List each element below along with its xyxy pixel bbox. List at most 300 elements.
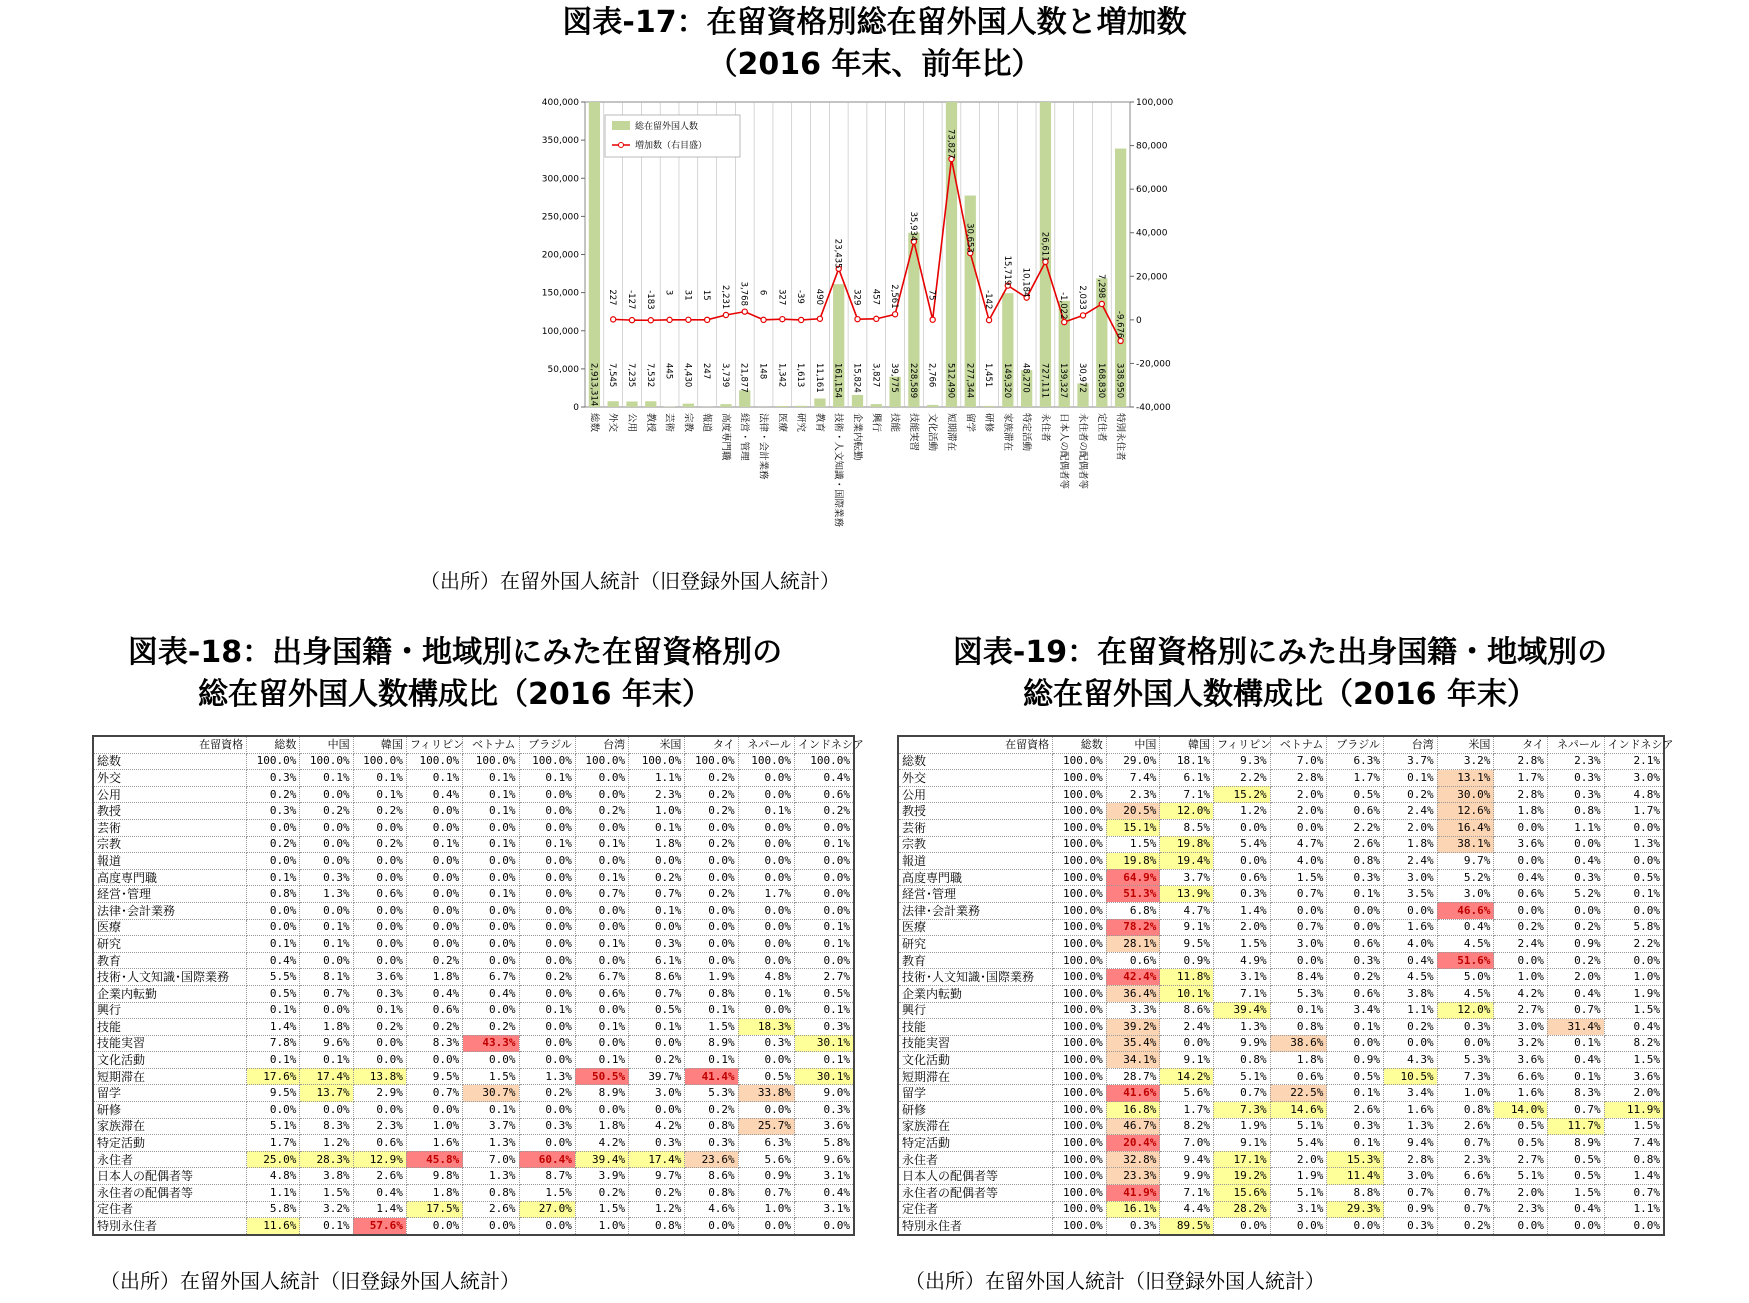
line-value-label: 3 — [663, 289, 674, 296]
table-cell: 2.3% — [1106, 786, 1160, 803]
table-cell: 1.1% — [1547, 819, 1604, 836]
table-cell: 34.1% — [1106, 1052, 1160, 1069]
table-header-cell: 在留資格 — [93, 736, 247, 753]
table-cell: 1.8% — [629, 836, 685, 853]
table-row — [93, 786, 854, 803]
table-cell: 100.0% — [1053, 902, 1107, 919]
table-cell: 0.2% — [685, 770, 738, 787]
table-cell: 1.4% — [1604, 1168, 1664, 1185]
table-cell: 0.3% — [795, 1019, 854, 1036]
category-label: 教育 — [813, 413, 825, 433]
table-cell: 2.0% — [1494, 1185, 1548, 1202]
bar-value-label: 139,327 — [1058, 363, 1069, 399]
table-cell: 2.7% — [1494, 1151, 1548, 1168]
table-cell: 0.0% — [300, 1102, 353, 1119]
category-label: 総数 — [588, 413, 600, 433]
table-cell: 5.3% — [1437, 1052, 1494, 1069]
table-cell: 5.6% — [1160, 1085, 1214, 1102]
table-cell: 1.6% — [1384, 1102, 1438, 1119]
bar-value-label: 727,111 — [1039, 363, 1050, 399]
category-label: 法律・会計業務 — [757, 413, 769, 480]
table-cell: 0.0% — [738, 1218, 794, 1235]
line-value-label: 457 — [870, 288, 881, 306]
table-cell: 0.0% — [519, 853, 575, 870]
table-cell: 0.5% — [1327, 1068, 1384, 1085]
table-cell: 100.0% — [1053, 886, 1107, 903]
chart-figure-17 — [540, 90, 1174, 550]
table-cell: 100.0% — [1053, 919, 1107, 936]
bar-value-label: 1,342 — [776, 363, 787, 388]
table-row — [93, 1002, 854, 1019]
table-cell: 0.4% — [1437, 919, 1494, 936]
table-cell: 0.0% — [1604, 853, 1664, 870]
table-cell: 4.7% — [1160, 902, 1214, 919]
table-header-cell: 米国 — [1437, 736, 1494, 753]
table-cell: 0.3% — [1547, 869, 1604, 886]
figure-18-title-line2: 総在留外国人数構成比（2016 年末） — [198, 677, 712, 712]
table-cell: 19.2% — [1213, 1168, 1270, 1185]
table-row — [93, 1218, 854, 1235]
table-cell: 100.0% — [1053, 1185, 1107, 1202]
category-label: 研修 — [983, 413, 995, 433]
table-cell: 5.2% — [1437, 869, 1494, 886]
table-cell: 0.1% — [685, 1002, 738, 1019]
table-cell: 2.0% — [1270, 1151, 1327, 1168]
table-cell: 1.5% — [1213, 936, 1270, 953]
table-cell: 0.0% — [300, 836, 353, 853]
table-cell: 5.1% — [1213, 1068, 1270, 1085]
table-cell: 0.7% — [1384, 1185, 1438, 1202]
table-cell: 1.5% — [1604, 1052, 1664, 1069]
table-figure-18 — [92, 735, 864, 1236]
bar-value-label: 148 — [757, 363, 768, 380]
table-cell: 0.3% — [738, 1035, 794, 1052]
table-cell: 0.8% — [1437, 1102, 1494, 1119]
table-cell: 0.0% — [1270, 819, 1327, 836]
table-cell: 4.8% — [247, 1168, 300, 1185]
row-label-cell: 報道 — [898, 853, 1053, 870]
table-cell: 0.2% — [629, 1052, 685, 1069]
table-cell: 1.4% — [353, 1201, 406, 1218]
line-value-label: 2,561 — [889, 284, 900, 309]
table-cell: 0.1% — [1547, 1035, 1604, 1052]
table-cell: 0.7% — [1270, 886, 1327, 903]
table-cell: 5.8% — [1604, 919, 1664, 936]
table-cell: 0.0% — [629, 1035, 685, 1052]
table-cell: 1.7% — [1160, 1102, 1214, 1119]
bar-value-label: 2,913,314 — [588, 363, 599, 407]
table-cell: 0.0% — [575, 853, 628, 870]
table-cell: 0.0% — [406, 803, 462, 820]
table-cell: 0.2% — [406, 952, 462, 969]
table-cell: 0.0% — [575, 952, 628, 969]
table-cell: 1.0% — [406, 1118, 462, 1135]
table-cell: 0.0% — [1270, 1218, 1327, 1235]
row-label-cell: 研究 — [898, 936, 1053, 953]
table-cell: 3.1% — [795, 1168, 854, 1185]
table-cell: 0.1% — [463, 786, 519, 803]
bar — [927, 405, 938, 407]
row-label-cell: 研究 — [93, 936, 247, 953]
table-header-cell: ネパール — [1547, 736, 1604, 753]
table-cell: 0.0% — [353, 819, 406, 836]
table-cell: 0.0% — [629, 1102, 685, 1119]
table-cell: 0.6% — [353, 886, 406, 903]
table-row — [93, 886, 854, 903]
table-cell: 1.7% — [1327, 770, 1384, 787]
table-cell: 51.3% — [1106, 886, 1160, 903]
table-cell: 2.8% — [1494, 786, 1548, 803]
table-cell: 0.0% — [685, 936, 738, 953]
row-label-cell: 高度専門職 — [898, 869, 1053, 886]
table-cell: 2.9% — [353, 1085, 406, 1102]
right-axis-tick-label: 60,000 — [1136, 185, 1168, 196]
table-cell: 8.7% — [519, 1168, 575, 1185]
table-cell: 0.5% — [1604, 869, 1664, 886]
row-label-cell: 短期滞在 — [898, 1068, 1053, 1085]
table-cell: 1.6% — [1494, 1085, 1548, 1102]
table-cell: 0.1% — [575, 1052, 628, 1069]
table-cell: 6.8% — [1106, 902, 1160, 919]
table-cell: 1.4% — [1213, 902, 1270, 919]
line-point — [1099, 301, 1104, 306]
table-cell: 0.0% — [519, 819, 575, 836]
row-label-cell: 技術･人文知識･国際業務 — [93, 969, 247, 986]
table-cell: 17.4% — [300, 1068, 353, 1085]
category-label: 興行 — [870, 413, 882, 433]
table-row — [898, 853, 1664, 870]
table-header-cell: ネパール — [738, 736, 794, 753]
table-cell: 0.1% — [1327, 1135, 1384, 1152]
table-cell: 4.3% — [1384, 1052, 1438, 1069]
table-cell: 2.7% — [1494, 1002, 1548, 1019]
table-cell: 0.6% — [1327, 803, 1384, 820]
table-cell: 5.8% — [247, 1201, 300, 1218]
table-cell: 9.5% — [247, 1085, 300, 1102]
table-cell: 1.5% — [1547, 1185, 1604, 1202]
bar — [871, 404, 882, 407]
table-cell: 1.7% — [247, 1135, 300, 1152]
table-cell: 2.8% — [1494, 753, 1548, 770]
table-cell: 0.0% — [795, 902, 854, 919]
legend-bar-swatch — [612, 121, 630, 130]
table-cell: 0.6% — [406, 1002, 462, 1019]
table-cell: 0.7% — [575, 886, 628, 903]
table-cell: 100.0% — [1053, 969, 1107, 986]
bar-value-label: 161,154 — [832, 363, 843, 399]
table-cell: 3.8% — [1384, 985, 1438, 1002]
table-cell: 0.0% — [353, 952, 406, 969]
right-axis-tick-label: 40,000 — [1136, 228, 1168, 239]
table-cell: 6.3% — [738, 1135, 794, 1152]
table-cell: 0.3% — [353, 985, 406, 1002]
table-cell: 8.9% — [1547, 1135, 1604, 1152]
table-cell: 29.3% — [1327, 1201, 1384, 1218]
category-label: 公用 — [625, 413, 637, 433]
table-cell: 0.3% — [1437, 1019, 1494, 1036]
line-value-label: 35,934 — [907, 211, 918, 242]
line-value-label: 3,768 — [738, 281, 749, 306]
table-cell: 30.0% — [1437, 786, 1494, 803]
table-cell: 0.5% — [795, 985, 854, 1002]
table-cell: 8.9% — [575, 1085, 628, 1102]
table-cell: 0.0% — [300, 786, 353, 803]
table-cell: 0.1% — [685, 1052, 738, 1069]
table-cell: 0.0% — [575, 919, 628, 936]
table-cell: 8.2% — [1160, 1118, 1214, 1135]
legend — [605, 115, 740, 157]
table-cell: 0.1% — [575, 936, 628, 953]
table-cell: 0.0% — [1384, 902, 1438, 919]
table-cell: 0.8% — [463, 1185, 519, 1202]
row-label-cell: 家族滞在 — [93, 1118, 247, 1135]
table-cell: 1.4% — [247, 1019, 300, 1036]
table-cell: 6.7% — [463, 969, 519, 986]
table-cell: 0.0% — [1604, 1218, 1664, 1235]
table-cell: 1.0% — [1604, 969, 1664, 986]
table-header-cell: インドネシア — [795, 736, 854, 753]
left-axis-tick-label: 250,000 — [541, 212, 579, 223]
table-cell: 0.8% — [685, 1118, 738, 1135]
table-row — [93, 770, 854, 787]
table-cell: 0.0% — [575, 902, 628, 919]
table-cell: 0.2% — [629, 1185, 685, 1202]
table-cell: 100.0% — [1053, 1002, 1107, 1019]
table-cell: 4.5% — [1437, 985, 1494, 1002]
table-cell: 0.6% — [1327, 985, 1384, 1002]
table-cell: 12.6% — [1437, 803, 1494, 820]
table-cell: 18.1% — [1160, 753, 1214, 770]
line-value-label: -142 — [983, 290, 994, 310]
table-cell: 4.5% — [1437, 936, 1494, 953]
table-cell: 0.0% — [575, 786, 628, 803]
table-cell: 25.7% — [738, 1118, 794, 1135]
table-cell: 0.2% — [685, 1102, 738, 1119]
table-cell: 0.4% — [1547, 1052, 1604, 1069]
table-cell: 3.0% — [1270, 936, 1327, 953]
line-point — [874, 316, 879, 321]
table-cell: 0.0% — [685, 819, 738, 836]
table-cell: 100.0% — [1053, 1019, 1107, 1036]
table-cell: 3.0% — [1604, 770, 1664, 787]
row-label-cell: 技能実習 — [93, 1035, 247, 1052]
table-cell: 0.0% — [300, 853, 353, 870]
table-cell: 0.0% — [353, 1035, 406, 1052]
table-cell: 19.8% — [1160, 836, 1214, 853]
table-row — [93, 1085, 854, 1102]
table-cell: 15.3% — [1327, 1151, 1384, 1168]
table-cell: 0.1% — [300, 1052, 353, 1069]
table-cell: 0.5% — [247, 985, 300, 1002]
table-cell: 0.3% — [1106, 1218, 1160, 1235]
table-cell: 11.7% — [1547, 1118, 1604, 1135]
table-cell: 100.0% — [1053, 1085, 1107, 1102]
table-cell: 1.3% — [1604, 836, 1664, 853]
row-label-cell: 公用 — [93, 786, 247, 803]
table-cell: 0.1% — [406, 770, 462, 787]
table-cell: 2.0% — [1270, 786, 1327, 803]
table-cell: 0.0% — [406, 819, 462, 836]
row-label-cell: 報道 — [93, 853, 247, 870]
table-cell: 0.0% — [300, 819, 353, 836]
table-cell: 45.8% — [406, 1151, 462, 1168]
table-cell: 7.4% — [1106, 770, 1160, 787]
table-cell: 0.0% — [738, 1052, 794, 1069]
table-cell: 2.0% — [1213, 919, 1270, 936]
table-cell: 36.4% — [1106, 985, 1160, 1002]
row-label-cell: 法律･会計業務 — [898, 902, 1053, 919]
row-label-cell: 技能 — [898, 1019, 1053, 1036]
row-label-cell: 医療 — [93, 919, 247, 936]
row-label-cell: 永住者の配偶者等 — [93, 1185, 247, 1202]
table-cell: 100.0% — [1053, 1218, 1107, 1235]
table-cell: 0.0% — [463, 853, 519, 870]
row-label-cell: 芸術 — [898, 819, 1053, 836]
table-cell: 0.8% — [1213, 1052, 1270, 1069]
table-cell: 2.8% — [1270, 770, 1327, 787]
table-header-cell: 韓国 — [353, 736, 406, 753]
table-cell: 18.3% — [738, 1019, 794, 1036]
line-point — [686, 317, 691, 322]
table-cell: 0.0% — [519, 869, 575, 886]
table-cell: 0.6% — [575, 985, 628, 1002]
table-row — [93, 803, 854, 820]
table-cell: 33.8% — [738, 1085, 794, 1102]
table-cell: 0.0% — [1384, 1035, 1438, 1052]
table-cell: 7.0% — [463, 1151, 519, 1168]
table-cell: 0.5% — [1494, 1118, 1548, 1135]
category-label: 留学 — [964, 413, 976, 433]
table-cell: 2.6% — [463, 1201, 519, 1218]
table-cell: 1.7% — [738, 886, 794, 903]
figure-18-source: （出所）在留外国人統計（旧登録外国人統計） — [100, 1269, 520, 1293]
table-cell: 1.8% — [300, 1019, 353, 1036]
table-cell: 0.0% — [738, 936, 794, 953]
bar-value-label: 30,972 — [1077, 363, 1088, 393]
table-cell: 0.0% — [247, 853, 300, 870]
table-cell: 0.0% — [738, 919, 794, 936]
table-cell: 4.0% — [1270, 853, 1327, 870]
category-label: 外交 — [607, 413, 619, 433]
line-point — [761, 317, 766, 322]
table-row — [898, 836, 1664, 853]
table-cell: 0.0% — [738, 770, 794, 787]
line-point — [930, 317, 935, 322]
table-cell: 7.8% — [247, 1035, 300, 1052]
table-cell: 3.6% — [1494, 1052, 1548, 1069]
table-header-row — [93, 736, 854, 753]
table-cell: 46.7% — [1106, 1118, 1160, 1135]
table-cell: 0.0% — [738, 869, 794, 886]
table-cell: 100.0% — [1053, 803, 1107, 820]
table-cell: 0.0% — [406, 936, 462, 953]
table-cell: 9.5% — [1160, 936, 1214, 953]
left-axis-tick-label: 300,000 — [541, 174, 579, 185]
table-cell: 38.1% — [1437, 836, 1494, 853]
table-cell: 0.0% — [738, 786, 794, 803]
table-cell: 2.1% — [1604, 753, 1664, 770]
table-cell: 0.1% — [1327, 1085, 1384, 1102]
line-value-label: 2,033 — [1077, 285, 1088, 310]
table-cell: 0.1% — [463, 803, 519, 820]
table-cell: 0.7% — [406, 1085, 462, 1102]
table-cell: 1.9% — [685, 969, 738, 986]
table-cell: 1.5% — [575, 1201, 628, 1218]
table-cell: 1.5% — [685, 1019, 738, 1036]
table-cell: 0.3% — [1213, 886, 1270, 903]
bar — [795, 406, 806, 407]
table-cell: 0.2% — [629, 869, 685, 886]
table-cell: 0.1% — [629, 1019, 685, 1036]
line-point — [723, 312, 728, 317]
category-label: 定住者 — [1095, 413, 1107, 442]
table-row — [898, 902, 1664, 919]
table-row — [898, 1035, 1664, 1052]
table-cell: 0.1% — [738, 803, 794, 820]
table-cell: 39.2% — [1106, 1019, 1160, 1036]
table-cell: 0.4% — [463, 985, 519, 1002]
table-cell: 0.4% — [353, 1185, 406, 1202]
table-row — [93, 1052, 854, 1069]
line-point — [1062, 319, 1067, 324]
left-axis-tick-label: 400,000 — [541, 98, 579, 108]
table-cell: 100.0% — [519, 753, 575, 770]
table-cell: 0.0% — [1270, 902, 1327, 919]
table-cell: 0.4% — [247, 952, 300, 969]
table-cell: 6.1% — [629, 952, 685, 969]
table-cell: 0.0% — [685, 952, 738, 969]
table-row — [93, 1201, 854, 1218]
table-cell: 0.8% — [1604, 1151, 1664, 1168]
table-cell: 64.9% — [1106, 869, 1160, 886]
table-cell: 0.2% — [1547, 952, 1604, 969]
table-cell: 50.5% — [575, 1068, 628, 1085]
table-cell: 3.6% — [353, 969, 406, 986]
table-cell: 0.0% — [1213, 819, 1270, 836]
table-row — [898, 1118, 1664, 1135]
line-value-label: 23,435 — [832, 238, 843, 269]
table-cell: 0.0% — [629, 853, 685, 870]
table-cell: 0.6% — [795, 786, 854, 803]
row-label-cell: 外交 — [93, 770, 247, 787]
category-label: 芸術 — [663, 413, 675, 433]
table-cell: 23.3% — [1106, 1168, 1160, 1185]
line-value-label: 31 — [682, 289, 693, 301]
table-cell: 0.1% — [463, 836, 519, 853]
category-label: 医療 — [776, 413, 788, 433]
table-cell: 100.0% — [629, 753, 685, 770]
row-label-cell: 定住者 — [93, 1201, 247, 1218]
line-value-label: -127 — [625, 290, 636, 310]
table-cell: 1.0% — [575, 1218, 628, 1235]
table-cell: 0.0% — [353, 853, 406, 870]
table-cell: 29.0% — [1106, 753, 1160, 770]
table-cell: 11.8% — [1160, 969, 1214, 986]
table-row — [93, 969, 854, 986]
category-label: 文化活動 — [926, 413, 938, 452]
line-point — [855, 317, 860, 322]
table-cell: 0.5% — [1547, 1151, 1604, 1168]
table-cell: 1.5% — [1270, 869, 1327, 886]
table-cell: 0.2% — [575, 803, 628, 820]
table-cell: 0.0% — [463, 819, 519, 836]
table-cell: 0.0% — [629, 919, 685, 936]
table-cell: 43.3% — [463, 1035, 519, 1052]
line-value-label: 490 — [813, 288, 824, 306]
table-cell: 0.0% — [738, 902, 794, 919]
table-cell: 0.0% — [1547, 1218, 1604, 1235]
table-cell: 0.1% — [463, 886, 519, 903]
